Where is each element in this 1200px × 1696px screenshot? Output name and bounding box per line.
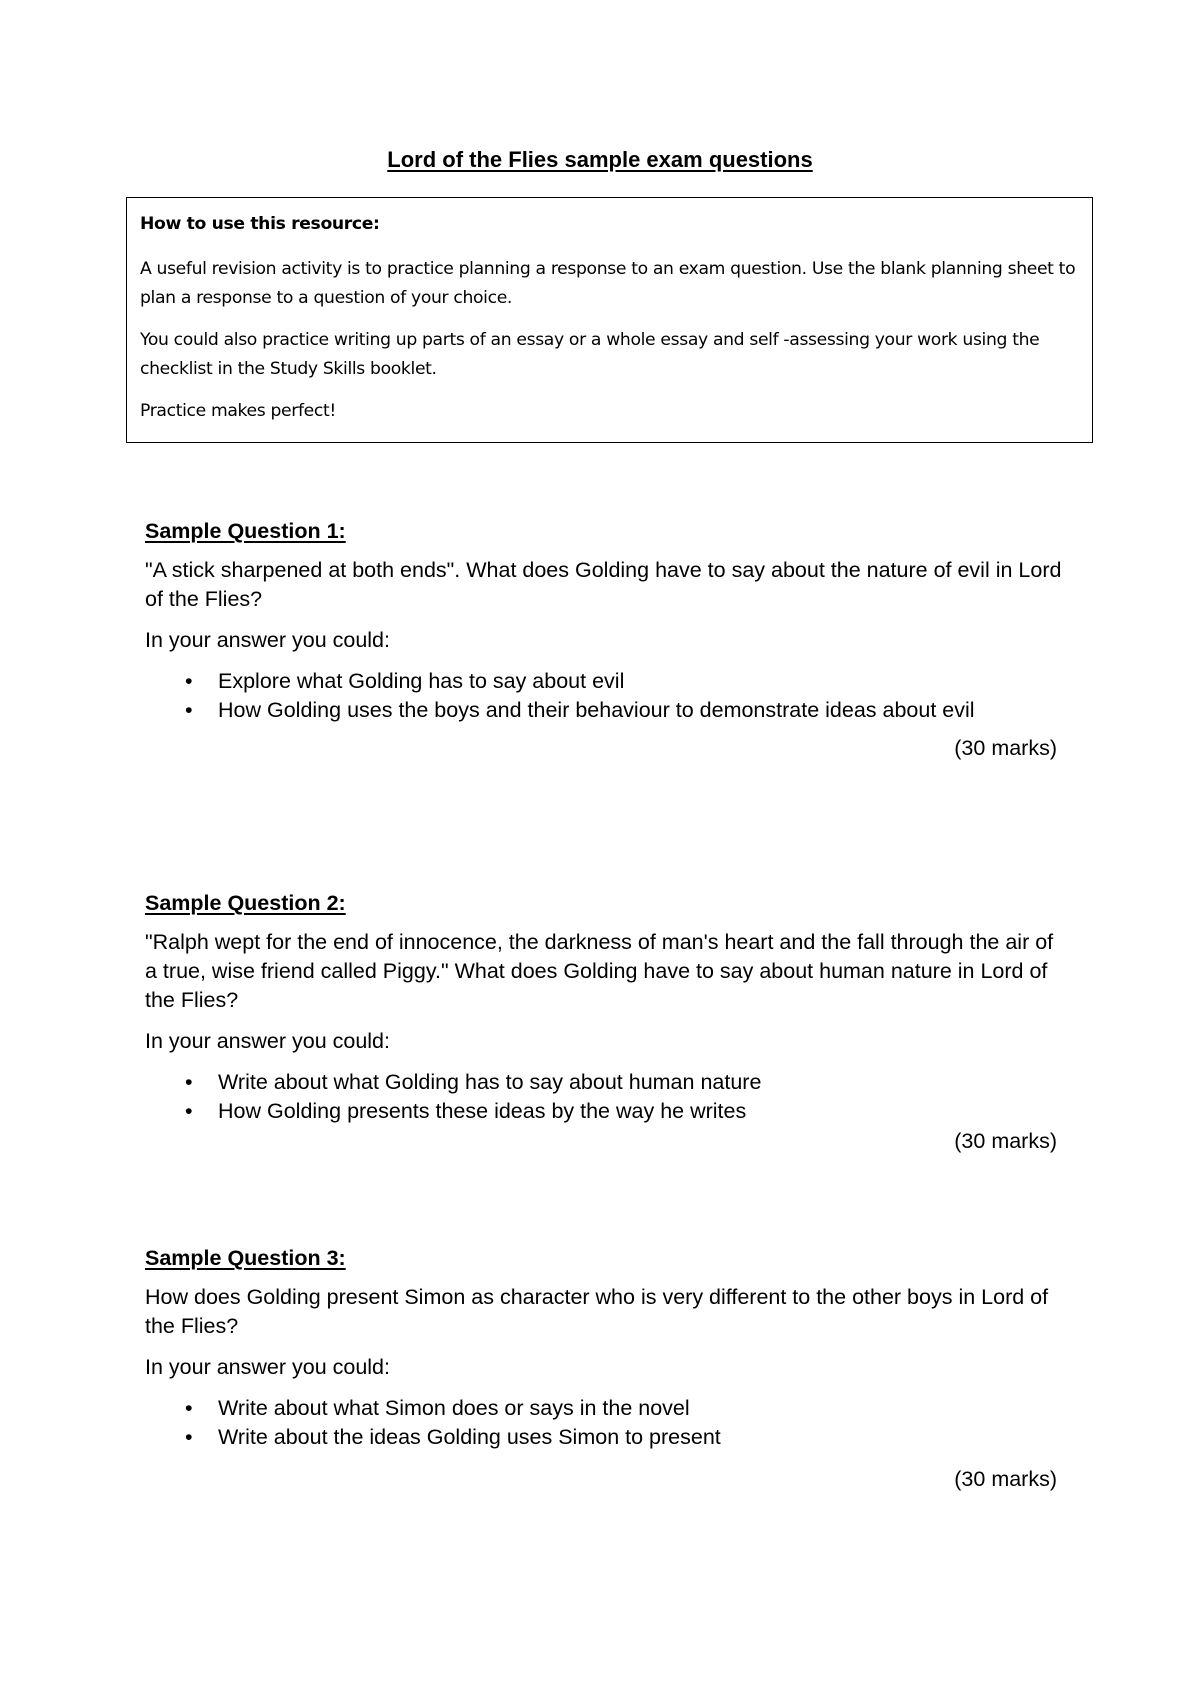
instructions-paragraph: You could also practice writing up parts of an essay or a whole essay and self -assessing your work using the checklist in the Study Skills booklet. — [140, 330, 1040, 379]
bullet-icon: • — [185, 669, 193, 693]
sample-question-1 — [145, 518, 1065, 761]
question-text: How does Golding present Simon as character who is very different to the other boys in Lord of the Flies? — [145, 1285, 1049, 1338]
marks-label: (30 marks) — [954, 1467, 1057, 1491]
question-intro: In your answer you could: — [145, 1029, 390, 1053]
bullet-icon: • — [185, 1425, 193, 1449]
list-item-text: Write about the ideas Golding uses Simon to present — [218, 1425, 721, 1449]
question-heading: Sample Question 3: — [145, 1246, 346, 1270]
question-bullet-list — [145, 1394, 1065, 1452]
question-text: "A stick sharpened at both ends". What does Golding have to say about the nature of evil in Lord of the Flies? — [145, 558, 1062, 611]
bullet-icon: • — [185, 1099, 193, 1123]
question-text: "Ralph wept for the end of innocence, the darkness of man's heart and the fall through the air of a true, wise friend called Piggy." What does Golding have to say about human nature in Lord of the Flies? — [145, 930, 1054, 1012]
list-item — [145, 1068, 1008, 1097]
list-item-text: Write about what Golding has to say about human nature — [218, 1070, 762, 1094]
list-item — [145, 1423, 1008, 1452]
question-bullet-list — [145, 1068, 1065, 1126]
marks-label: (30 marks) — [954, 1129, 1057, 1153]
bullet-icon: • — [185, 1070, 193, 1094]
question-heading: Sample Question 1: — [145, 519, 346, 543]
question-intro: In your answer you could: — [145, 1355, 390, 1379]
page-title: Lord of the Flies sample exam questions — [387, 147, 813, 172]
question-heading: Sample Question 2: — [145, 891, 346, 915]
sample-question-2 — [145, 890, 1065, 1154]
instructions-heading: How to use this resource: — [140, 214, 380, 234]
instructions-box — [126, 197, 1093, 443]
sample-question-3 — [145, 1245, 1065, 1492]
list-item — [145, 1097, 1008, 1126]
list-item — [145, 696, 1008, 725]
list-item-text: How Golding presents these ideas by the way he writes — [218, 1099, 747, 1123]
instructions-paragraph: A useful revision activity is to practice planning a response to an exam question. Use the blank planning sheet to plan a response to a question of your choice. — [140, 259, 1076, 308]
list-item — [145, 667, 1008, 696]
list-item-text: Explore what Golding has to say about evil — [218, 669, 625, 693]
marks-label: (30 marks) — [954, 736, 1057, 760]
list-item-text: How Golding uses the boys and their behaviour to demonstrate ideas about evil — [218, 698, 975, 722]
bullet-icon: • — [185, 698, 193, 722]
list-item — [145, 1394, 1008, 1423]
question-intro: In your answer you could: — [145, 628, 390, 652]
question-bullet-list — [145, 667, 1065, 725]
list-item-text: Write about what Simon does or says in the novel — [218, 1396, 690, 1420]
bullet-icon: • — [185, 1396, 193, 1420]
instructions-paragraph: Practice makes perfect! — [140, 401, 336, 421]
